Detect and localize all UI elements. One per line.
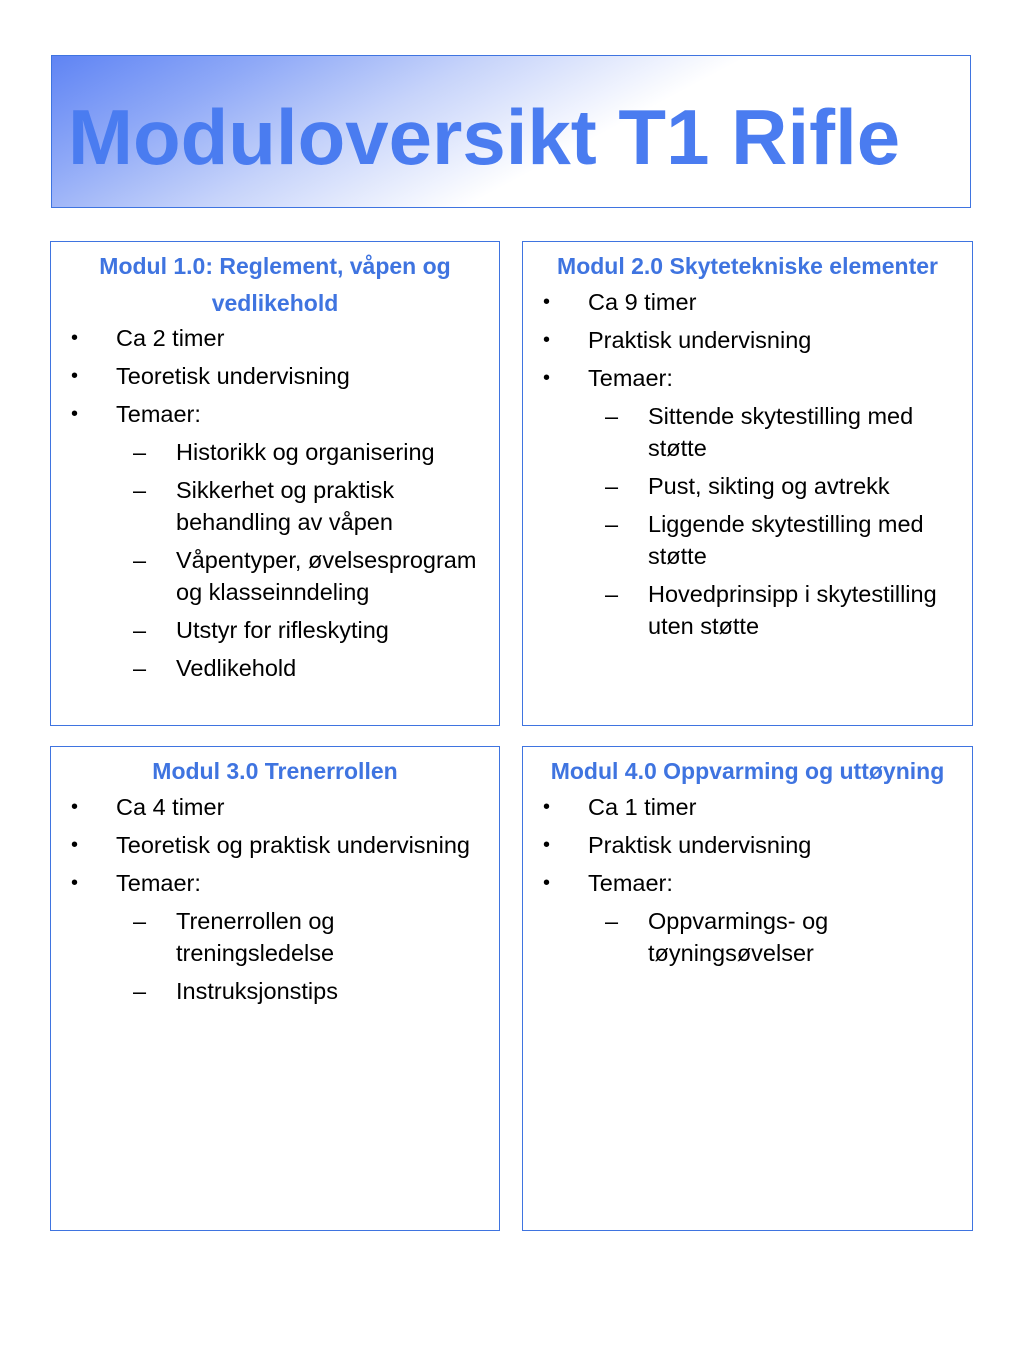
bullet-icon: • <box>543 834 551 856</box>
bullet-item <box>61 829 489 861</box>
bullet-text: Ca 1 timer <box>588 794 697 820</box>
dash-icon: – <box>605 581 619 607</box>
bullet-text: Temaer: <box>116 401 201 427</box>
bullet-item <box>61 867 489 899</box>
topic-item <box>533 508 962 572</box>
dash-icon: – <box>133 477 147 503</box>
module-bullet-list <box>533 791 962 899</box>
bullet-text: Temaer: <box>116 870 201 896</box>
bullet-item <box>533 324 962 356</box>
bullet-icon: • <box>543 329 551 351</box>
dash-icon: – <box>133 617 147 643</box>
dash-icon: – <box>133 547 147 573</box>
bullet-icon: • <box>71 403 79 425</box>
bullet-item <box>533 867 962 899</box>
topic-text: Pust, sikting og avtrekk <box>648 473 890 499</box>
topic-text: Liggende skytestilling med støtte <box>648 511 924 569</box>
bullet-item <box>61 791 489 823</box>
bullet-icon: • <box>71 365 79 387</box>
dash-icon: – <box>605 511 619 537</box>
bullet-icon: • <box>71 834 79 856</box>
dash-icon: – <box>133 908 147 934</box>
module-card-2 <box>522 241 973 726</box>
topic-text: Historikk og organisering <box>176 439 435 465</box>
module-heading: Modul 2.0 Skytetekniske elementer <box>557 253 938 279</box>
topic-text: Oppvarmings- og tøyningsøvelser <box>648 908 829 966</box>
topic-item <box>533 400 962 464</box>
dash-icon: – <box>605 403 619 429</box>
topic-text: Vedlikehold <box>176 655 297 681</box>
bullet-icon: • <box>71 796 79 818</box>
module-topic-list <box>533 905 962 969</box>
module-heading: Modul 3.0 Trenerrollen <box>152 758 398 784</box>
topic-text: Sikkerhet og praktisk behandling av våpen <box>176 477 395 535</box>
page-title: Moduloversikt T1 Rifle <box>68 93 901 181</box>
bullet-text: Temaer: <box>588 870 673 896</box>
topic-item <box>533 578 962 642</box>
bullet-item <box>61 322 489 354</box>
bullet-text: Temaer: <box>588 365 673 391</box>
dash-icon: – <box>133 439 147 465</box>
bullet-item <box>61 398 489 430</box>
module-topic-list <box>61 905 489 1007</box>
bullet-text: Teoretisk og praktisk undervisning <box>116 832 470 858</box>
topic-item <box>61 652 489 684</box>
module-topic-list <box>61 436 489 684</box>
module-heading: Modul 1.0: Reglement, våpen og vedlikehold <box>99 253 451 316</box>
topic-text: Våpentyper, øvelsesprogram og klasseinndeling <box>176 547 477 605</box>
topic-item <box>533 470 962 502</box>
topic-item <box>533 905 962 969</box>
module-bullet-list <box>533 286 962 394</box>
module-card-1 <box>50 241 500 726</box>
bullet-item <box>533 829 962 861</box>
bullet-icon: • <box>543 796 551 818</box>
topic-text: Sittende skytestilling med støtte <box>648 403 914 461</box>
topic-text: Instruksjonstips <box>176 978 338 1004</box>
bullet-item <box>533 286 962 318</box>
dash-icon: – <box>605 908 619 934</box>
bullet-text: Ca 4 timer <box>116 794 225 820</box>
bullet-icon: • <box>543 367 551 389</box>
module-heading: Modul 4.0 Oppvarming og uttøyning <box>550 758 945 784</box>
topic-text: Trenerrollen og treningsledelse <box>176 908 335 966</box>
bullet-item <box>533 791 962 823</box>
dash-icon: – <box>605 473 619 499</box>
dash-icon: – <box>133 655 147 681</box>
dash-icon: – <box>133 978 147 1004</box>
module-topic-list <box>533 400 962 642</box>
topic-item <box>61 436 489 468</box>
bullet-icon: • <box>543 291 551 313</box>
module-card-3 <box>50 746 500 1231</box>
bullet-item <box>533 362 962 394</box>
topic-item <box>61 905 489 969</box>
module-bullet-list <box>61 791 489 899</box>
bullet-text: Ca 9 timer <box>588 289 697 315</box>
bullet-icon: • <box>71 327 79 349</box>
topic-item <box>61 975 489 1007</box>
bullet-icon: • <box>543 872 551 894</box>
bullet-text: Teoretisk undervisning <box>116 363 350 389</box>
topic-text: Hovedprinsipp i skytestilling uten støtte <box>648 581 937 639</box>
topic-item <box>61 614 489 646</box>
topic-item <box>61 544 489 608</box>
topic-text: Utstyr for rifleskyting <box>176 617 389 643</box>
bullet-item <box>61 360 489 392</box>
module-bullet-list <box>61 322 489 430</box>
bullet-text: Praktisk undervisning <box>588 832 812 858</box>
title-banner <box>51 55 971 208</box>
bullet-text: Ca 2 timer <box>116 325 225 351</box>
bullet-text: Praktisk undervisning <box>588 327 812 353</box>
module-card-4 <box>522 746 973 1231</box>
topic-item <box>61 474 489 538</box>
bullet-icon: • <box>71 872 79 894</box>
